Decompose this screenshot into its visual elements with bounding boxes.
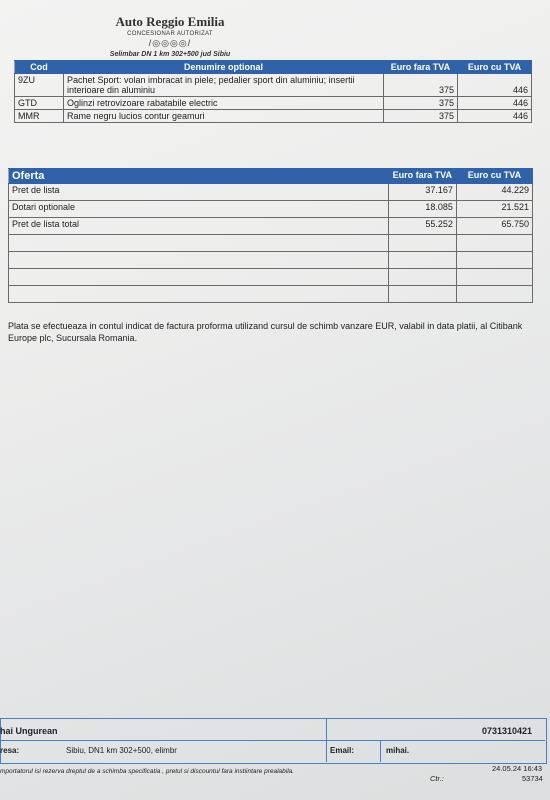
offer-label: Dotari optionale xyxy=(9,201,389,218)
offer-gross: 21.521 xyxy=(456,201,532,218)
company-name: Auto Reggio Emilia xyxy=(115,14,225,29)
offer-gross xyxy=(456,252,532,269)
col-euro-fara-tva: Euro fara TVA xyxy=(388,169,456,184)
table-row xyxy=(15,97,532,110)
ctr-label: Ctr.: xyxy=(430,774,444,783)
option-name: Pachet Sport: volan imbracat in piele; pedalier sport din aluminiu; insertii interioare din aluminiu xyxy=(63,74,383,97)
col-cod: Cod xyxy=(15,61,64,74)
company-address: Selimbar DN 1 km 302+500 jud Sibiu xyxy=(109,51,231,58)
offer-gross xyxy=(456,235,532,252)
footer-divider xyxy=(326,718,327,762)
col-denumire: Denumire optional xyxy=(63,61,383,74)
option-code: MMR xyxy=(15,110,64,123)
address-label: resa: xyxy=(0,746,20,755)
table-row xyxy=(9,235,533,252)
offer-net xyxy=(388,269,456,286)
offer-label: Pret de lista xyxy=(9,184,389,201)
option-gross: 446 xyxy=(457,110,531,123)
offer-gross xyxy=(456,269,532,286)
offer-table-header xyxy=(9,169,533,184)
offer-label xyxy=(9,235,389,252)
offer-label: Pret de lista total xyxy=(9,218,389,235)
offer-net xyxy=(388,252,456,269)
offer-gross xyxy=(456,286,532,303)
offer-label xyxy=(9,286,389,303)
option-net: 375 xyxy=(383,97,457,110)
option-gross: 446 xyxy=(457,97,531,110)
dealer-stamp xyxy=(70,14,270,64)
offer-gross: 65.750 xyxy=(456,218,532,235)
option-name: Oglinzi retrovizoare rabatabile electric xyxy=(63,97,383,110)
table-row xyxy=(9,201,533,218)
option-net: 375 xyxy=(383,74,457,97)
options-table xyxy=(14,60,532,123)
contact-phone: 0731310421 xyxy=(482,726,533,736)
col-euro-fara-tva: Euro fara TVA xyxy=(383,61,457,74)
table-row xyxy=(9,286,533,303)
option-name: Rame negru lucios contur geamuri xyxy=(63,110,383,123)
options-table-header xyxy=(15,61,532,74)
footer-divider xyxy=(0,740,545,741)
offer-table xyxy=(8,168,533,303)
payment-note: Plata se efectueaza in contul indicat de factura proforma utilizand cursul de schimb vanzare EUR, valabil in data platii, al Citibank Europe plc, Sucursala Romania. xyxy=(8,321,523,343)
table-row xyxy=(15,110,532,123)
table-row xyxy=(9,269,533,286)
col-oferta: Oferta xyxy=(9,169,389,184)
col-euro-cu-tva: Euro cu TVA xyxy=(457,61,531,74)
offer-label xyxy=(9,269,389,286)
brand-logos-icon: /◎◎◎◎/ xyxy=(148,38,192,48)
table-row xyxy=(9,184,533,201)
company-phones: Telefon 0269229110 Fax 0269213667 xyxy=(136,59,204,64)
contact-name: hai Ungurean xyxy=(0,726,58,736)
company-subtitle: CONCESIONAR AUTORIZAT xyxy=(127,31,213,37)
ctr-value: 53734 xyxy=(522,774,543,783)
col-euro-cu-tva: Euro cu TVA xyxy=(456,169,532,184)
print-date: 24.05.24 16:43 xyxy=(492,764,543,773)
option-code: 9ZU xyxy=(15,74,64,97)
footer-box xyxy=(0,718,547,764)
table-row xyxy=(9,218,533,235)
offer-label xyxy=(9,252,389,269)
address-value: Sibiu, DN1 km 302+500, elimbr xyxy=(66,746,177,755)
footer-divider xyxy=(380,740,381,762)
email-value: mihai. xyxy=(386,746,410,755)
offer-net xyxy=(388,235,456,252)
disclaimer: mportatorul isi rezerva dreptul de a schimba specificatia , pretul si discountul fara instiintare prealabila. xyxy=(0,768,295,775)
offer-net xyxy=(388,286,456,303)
offer-net: 55.252 xyxy=(388,218,456,235)
option-gross: 446 xyxy=(457,74,531,97)
offer-net: 18.085 xyxy=(388,201,456,218)
table-row xyxy=(15,74,532,97)
email-label: Email: xyxy=(330,746,355,755)
option-net: 375 xyxy=(383,110,457,123)
table-row xyxy=(9,252,533,269)
offer-net: 37.167 xyxy=(388,184,456,201)
option-code: GTD xyxy=(15,97,64,110)
offer-gross: 44.229 xyxy=(456,184,532,201)
